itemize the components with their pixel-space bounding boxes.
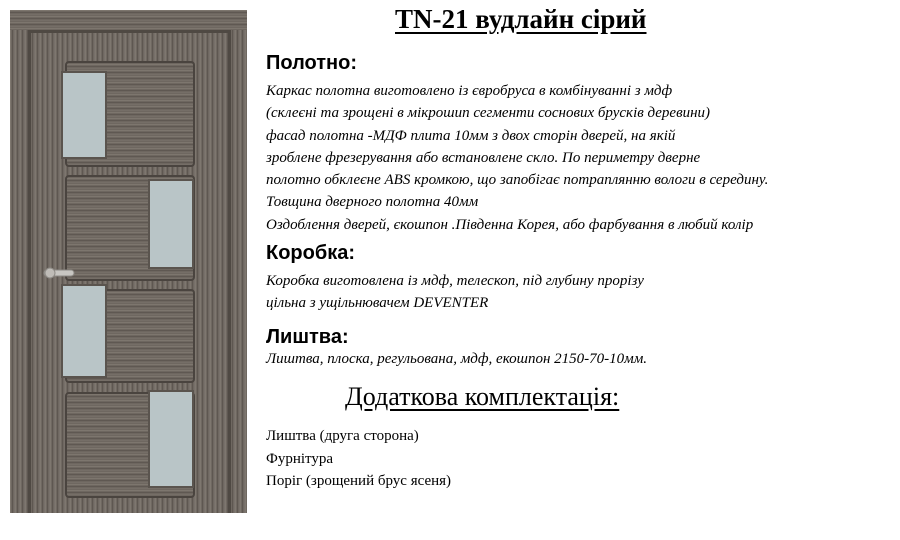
text-line: Лиштва, плоска, регульована, мдф, екошпон 2150-70-10мм. bbox=[266, 351, 648, 367]
door-image bbox=[10, 10, 247, 513]
text-line: Оздоблення дверей, єкошпон .Південна Корея, або фарбування в любий колір bbox=[266, 216, 754, 233]
section-text-korobka bbox=[266, 270, 644, 315]
text-line: цільна з ущільнювачем DEVENTER bbox=[266, 295, 489, 312]
text-line: Коробка виготовлена із мдф, телескоп, під глубину прорізу bbox=[266, 273, 644, 289]
text-line: фасад полотна -МДФ плита 10мм з двох сторін дверей, на якій bbox=[266, 127, 676, 144]
page-title: TN-21 вудлайн сірий bbox=[395, 4, 647, 34]
text-line: Каркас полотна виготовлено із євробруса в комбінуванні з мдф bbox=[266, 83, 673, 99]
section-heading-lyshtva: Лиштва: bbox=[266, 326, 349, 348]
text-line: полотно обклеєне ABS кромкою, що запобігає потраплянню вологи в середину. bbox=[266, 172, 769, 189]
text-line: (склеєні та зрощені в мікрошип сегменти соснових брусків деревини) bbox=[266, 105, 711, 122]
extras-list bbox=[266, 425, 451, 493]
text-line: Товщина дверного полотна 40мм bbox=[266, 194, 479, 211]
section-text-lyshtva bbox=[266, 348, 647, 370]
section-text-polotno bbox=[266, 80, 768, 236]
extras-title: Додаткова комплектація: bbox=[345, 382, 620, 411]
list-item: Поріг (зрощений брус ясеня) bbox=[266, 473, 452, 489]
text-line: зроблене фрезерування або встановлене скло. По периметру дверне bbox=[266, 149, 701, 166]
list-item: Лиштва (друга сторона) bbox=[266, 428, 419, 444]
list-item: Фурнітура bbox=[266, 450, 334, 467]
section-heading-korobka: Коробка: bbox=[266, 242, 356, 264]
section-heading-polotno: Полотно: bbox=[266, 52, 358, 74]
